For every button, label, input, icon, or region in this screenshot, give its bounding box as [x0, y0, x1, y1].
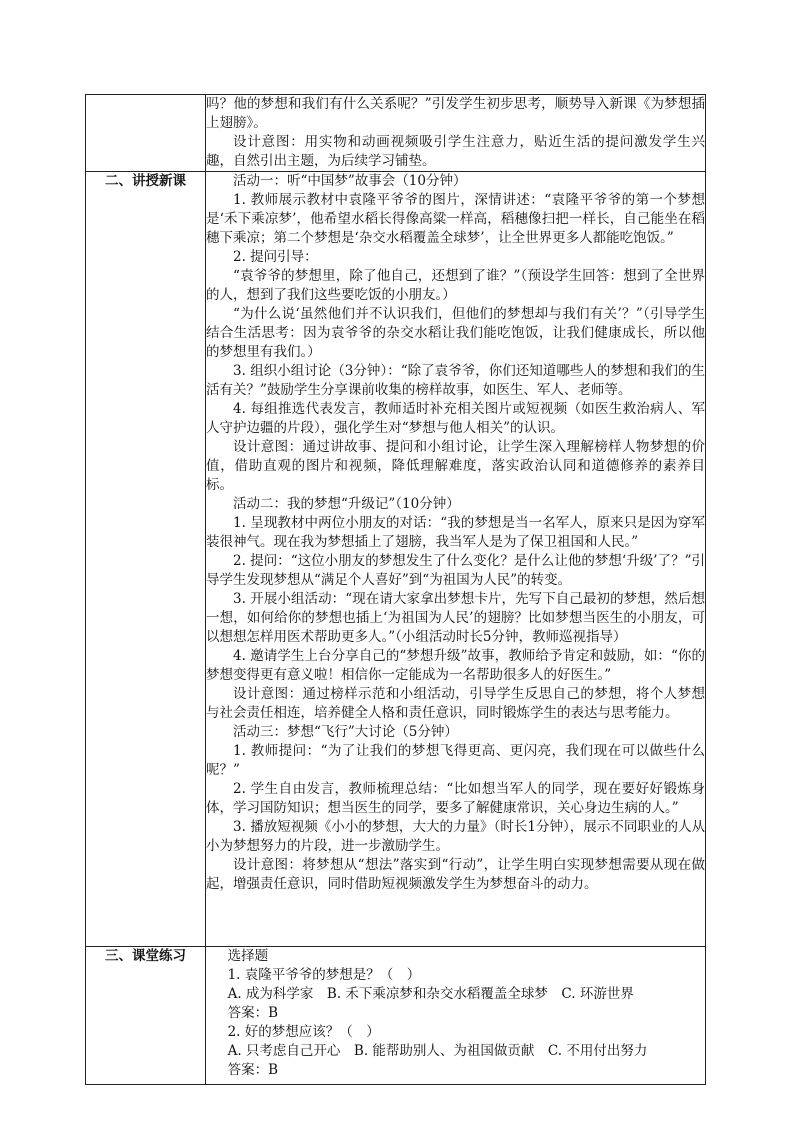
row-content — [206, 95, 706, 172]
row-label — [86, 95, 206, 172]
table-row-new-lesson — [86, 172, 706, 947]
paragraph: 4. 邀请学生上台分享自己的“梦想升级”故事，教师给予肯定和鼓励，如：“你的梦想变得更有意义啦！相信你一定能成为一名帮助很多人的好医生。” — [206, 648, 705, 683]
paragraph: 活动三：梦想“飞行”大讨论（5分钟） — [233, 724, 458, 740]
paragraph: 2. 学生自由发言，教师梳理总结：“比如想当军人的同学，现在要好好锻炼身体，学习国防知识；想当医生的同学，要多了解健康常识，关心身边生病的人。” — [206, 781, 705, 816]
paragraph: 选择题 — [227, 948, 269, 964]
paragraph: 2. 提问引导： — [233, 249, 318, 265]
paragraph: “为什么说‘虽然他们并不认识我们，但他们的梦想却与我们有关’？”（引导学生结合生活思考：因为袁爷爷的杂交水稻让我们能吃饱饭，让我们健康成长，所以他的梦想里有我们。） — [206, 306, 705, 360]
row-content — [206, 947, 706, 1085]
row-label: 二、讲授新课 — [86, 172, 206, 947]
paragraph: A. 成为科学家 B. 禾下乘凉梦和杂交水稻覆盖全球梦 C. 环游世界 — [227, 986, 634, 1002]
paragraph: 活动一：听“中国梦”故事会（10分钟） — [233, 173, 467, 189]
paragraph: 答案：B — [227, 1062, 279, 1078]
paragraph: 1. 教师展示教材中袁隆平爷爷的图片，深情讲述：“袁隆平爷爷的第一个梦想是‘禾下乘凉梦’，他希望水稻长得像高粱一样高，稻穗像扫把一样长，自己能坐在稻穗下乘凉；第二个梦想是‘杂交水稻覆盖全球梦’，让全世界更多人都能吃饱饭。” — [206, 192, 705, 246]
paragraph: A. 只考虑自己开心 B. 能帮助别人、为祖国做贡献 C. 不用付出努力 — [227, 1043, 648, 1059]
paragraph: 3. 组织小组讨论（3分钟）：“除了袁爷爷，你们还知道哪些人的梦想和我们的生活有关？”鼓励学生分享课前收集的榜样故事，如医生、军人、老师等。 — [206, 363, 705, 398]
lesson-plan-table — [85, 94, 706, 1085]
paragraph: 1. 呈现教材中两位小朋友的对话：“我的梦想是当一名军人，原来只是因为穿军装很神气。现在我为梦想插上了翅膀，我当军人是为了保卫祖国和人民。” — [206, 515, 705, 550]
row-content — [206, 172, 706, 947]
table-row-practice — [86, 947, 706, 1085]
paragraph: “袁爷爷的梦想里，除了他自己，还想到了谁？”（预设学生回答：想到了全世界的人，想到了我们这些要吃饭的小朋友。） — [206, 268, 705, 303]
paragraph: 活动二：我的梦想“升级记”（10分钟） — [233, 496, 460, 512]
paragraph: 2. 好的梦想应该？（ ） — [227, 1024, 380, 1040]
paragraph: 答案：B — [227, 1005, 279, 1021]
paragraph: 3. 播放短视频《小小的梦想，大大的力量》（时长1分钟），展示不同职业的人从小为梦想努力的片段，进一步激励学生。 — [206, 819, 705, 854]
paragraph: 3. 开展小组活动：“现在请大家拿出梦想卡片，先写下自己最初的梦想，然后想一想，如何给你的梦想也插上‘为祖国为人民’的翅膀？比如梦想当医生的小朋友，可以想想怎样用医术帮助更多人。”（小组活动时长5分钟，教师巡视指导） — [206, 591, 705, 645]
paragraph: 吗？他的梦想和我们有什么关系呢？”引发学生初步思考，顺势导入新课《为梦想插上翅膀》。 — [206, 96, 705, 131]
paragraph: 1. 教师提问：“为了让我们的梦想飞得更高、更闪亮，我们现在可以做些什么呢？” — [206, 743, 705, 778]
row-label: 三、课堂练习 — [86, 947, 206, 1085]
paragraph: 设计意图：通过讲故事、提问和小组讨论，让学生深入理解榜样人物梦想的价值，借助直观的图片和视频，降低理解难度，落实政治认同和道德修养的素养目标。 — [206, 439, 705, 493]
paragraph: 2. 提问：“这位小朋友的梦想发生了什么变化？是什么让他的梦想‘升级’了？”引导学生发现梦想从“满足个人喜好”到“为祖国为人民”的转变。 — [206, 553, 705, 588]
table-row-intro — [86, 95, 706, 172]
paragraph: 设计意图：通过榜样示范和小组活动，引导学生反思自己的梦想，将个人梦想与社会责任相连，培养健全人格和责任意识，同时锻炼学生的表达与思考能力。 — [206, 686, 705, 721]
paragraph: 设计意图：用实物和动画视频吸引学生注意力，贴近生活的提问激发学生兴趣，自然引出主题，为后续学习铺垫。 — [206, 134, 705, 169]
paragraph: 设计意图：将梦想从“想法”落实到“行动”，让学生明白实现梦想需要从现在做起，增强责任意识，同时借助短视频激发学生为梦想奋斗的动力。 — [206, 857, 705, 892]
paragraph: 4. 每组推选代表发言，教师适时补充相关图片或短视频（如医生救治病人、军人守护边疆的片段），强化学生对“梦想与他人相关”的认识。 — [206, 401, 705, 436]
paragraph: 1. 袁隆平爷爷的梦想是？（ ） — [227, 967, 421, 983]
